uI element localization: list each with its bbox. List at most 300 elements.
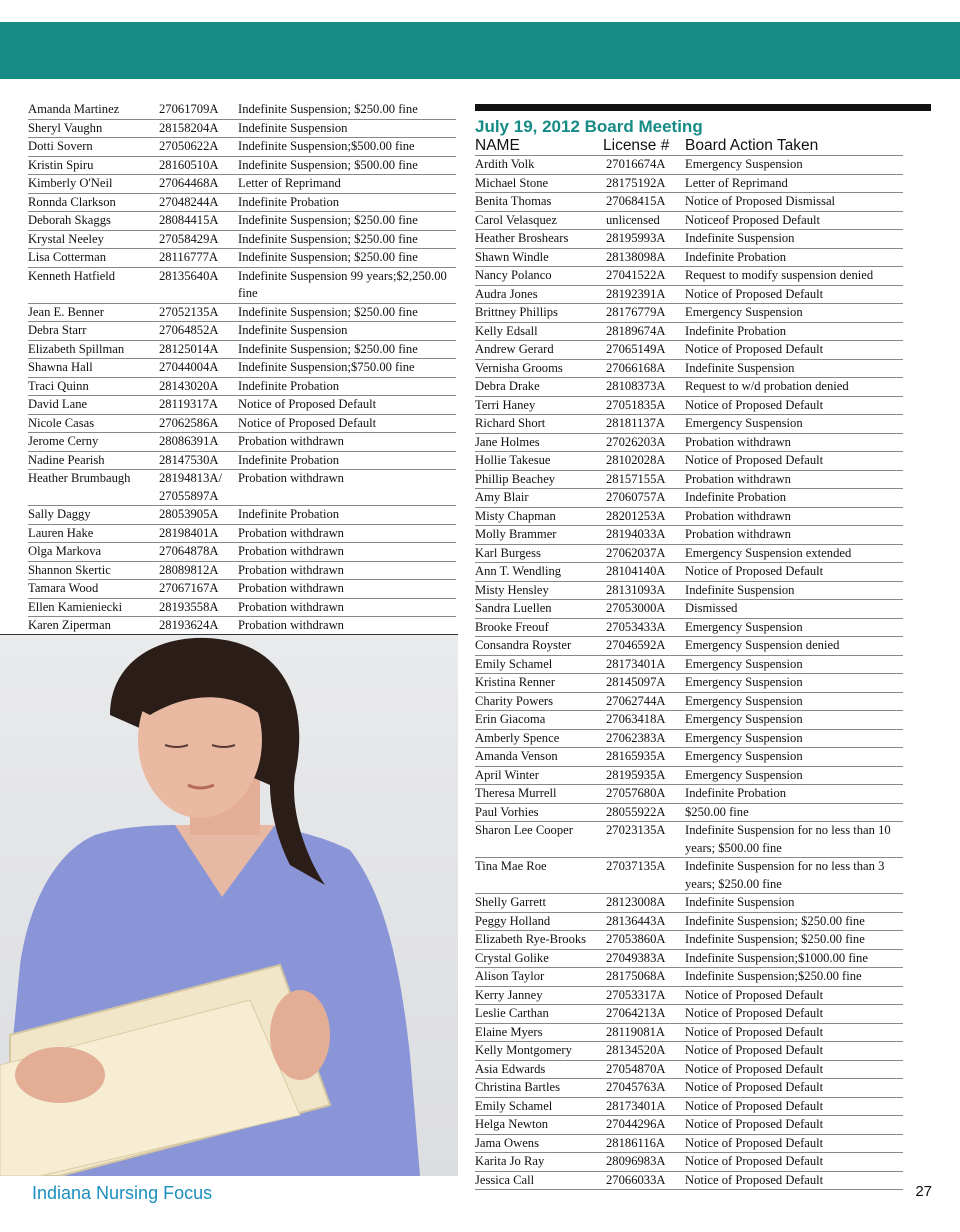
table-row bbox=[475, 822, 903, 858]
cell-license: 28119081A bbox=[606, 1024, 666, 1039]
table-row bbox=[28, 268, 456, 304]
table-row bbox=[28, 378, 456, 397]
cell-license: 28194813A/ 27055897A bbox=[159, 471, 222, 503]
cell-action: Indefinite Probation bbox=[238, 507, 340, 521]
cell-license: 27041522A bbox=[606, 268, 666, 282]
cell-action: Indefinite Probation bbox=[685, 323, 787, 338]
table-row bbox=[475, 711, 903, 730]
cell-action: Probation withdrawn bbox=[238, 599, 344, 614]
table-row bbox=[28, 101, 456, 120]
cell-license: 28136443A bbox=[606, 913, 666, 928]
cell-action: Indefinite Suspension;$1000.00 fine bbox=[685, 950, 868, 965]
cell-license: 28131093A bbox=[606, 582, 666, 597]
section-title: July 19, 2012 Board Meeting bbox=[475, 117, 703, 136]
cell-action: Notice of Proposed Default bbox=[238, 415, 377, 430]
cell-action: Indefinite Suspension for no less than 10 years; $500.00 fine bbox=[685, 823, 891, 855]
cell-name: Lauren Hake bbox=[28, 525, 94, 540]
cell-license: 28102028A bbox=[606, 453, 666, 467]
table-row bbox=[475, 304, 903, 323]
cell-license: 27068415A bbox=[606, 194, 666, 208]
cell-license: 27065149A bbox=[606, 342, 666, 356]
table-row bbox=[475, 508, 903, 527]
cell-license: 27062586A bbox=[159, 415, 219, 430]
page-number: 27 bbox=[915, 1183, 932, 1200]
cell-name: Nadine Pearish bbox=[28, 452, 105, 467]
cell-license: 28195935A bbox=[606, 767, 666, 782]
cell-action: Notice of Proposed Default bbox=[685, 987, 824, 1002]
publication-title: Indiana Nursing Focus bbox=[32, 1183, 213, 1203]
cell-action: Notice of Proposed Default bbox=[685, 1024, 824, 1039]
cell-license: 28119317A bbox=[159, 397, 219, 411]
table-row bbox=[475, 489, 903, 508]
cell-action: Indefinite Suspension 99 years;$2,250.00 fine bbox=[238, 268, 447, 300]
cell-action: Request to modify suspension denied bbox=[685, 268, 874, 282]
cell-name: Ellen Kamieniecki bbox=[28, 599, 123, 614]
cell-action: Indefinite Suspension; $250.00 fine bbox=[238, 341, 418, 356]
cell-name: Heather Broshears bbox=[475, 231, 569, 245]
cell-name: Kenneth Hatfield bbox=[28, 268, 116, 283]
cell-license: 27023135A bbox=[606, 823, 666, 837]
cell-name: Heather Brumbaugh bbox=[28, 471, 131, 485]
cell-action: Notice of Proposed Dismissal bbox=[685, 194, 836, 208]
cell-license: 28158204A bbox=[159, 120, 219, 135]
table-row bbox=[475, 360, 903, 379]
cell-action: Notice of Proposed Default bbox=[685, 1061, 824, 1076]
cell-license: 28193558A bbox=[159, 599, 219, 614]
cell-action: Emergency Suspension denied bbox=[685, 638, 840, 652]
cell-name: Sheryl Vaughn bbox=[28, 120, 103, 135]
nurse-illustration bbox=[0, 635, 458, 1176]
table-row bbox=[475, 931, 903, 950]
cell-name: Misty Hensley bbox=[475, 582, 549, 597]
cell-action: Emergency Suspension bbox=[685, 675, 803, 689]
cell-license: 28173401A bbox=[606, 656, 666, 671]
table-row bbox=[475, 693, 903, 712]
cell-action: Indefinite Suspension; $250.00 fine bbox=[238, 102, 418, 116]
cell-license: 27052135A bbox=[159, 304, 219, 319]
cell-name: Krystal Neeley bbox=[28, 231, 104, 246]
cell-name: David Lane bbox=[28, 397, 88, 411]
cell-action: Emergency Suspension bbox=[685, 693, 803, 708]
cell-name: Amanda Venson bbox=[475, 749, 558, 763]
cell-name: Peggy Holland bbox=[475, 913, 551, 928]
cell-name: Christina Bartles bbox=[475, 1080, 560, 1094]
table-row bbox=[28, 562, 456, 581]
cell-name: Kimberly O'Neil bbox=[28, 176, 113, 190]
header-band bbox=[0, 22, 960, 79]
table-row bbox=[475, 600, 903, 619]
cell-name: Carol Velasquez bbox=[475, 212, 557, 227]
cell-action: Probation withdrawn bbox=[685, 471, 791, 486]
cell-name: Shelly Garrett bbox=[475, 895, 546, 909]
discipline-table-continued bbox=[28, 101, 456, 636]
cell-action: Dismissed bbox=[685, 601, 738, 615]
cell-license: 28053905A bbox=[159, 507, 219, 521]
table-row bbox=[28, 543, 456, 562]
cell-name: Amberly Spence bbox=[475, 730, 560, 745]
cell-name: Asia Edwards bbox=[475, 1061, 546, 1076]
cell-name: Terri Haney bbox=[475, 397, 536, 412]
cell-action: Indefinite Probation bbox=[238, 452, 340, 467]
table-row bbox=[475, 1079, 903, 1098]
cell-name: Elizabeth Rye-Brooks bbox=[475, 932, 587, 946]
board-actions-table bbox=[475, 156, 931, 1190]
cell-name: Vernisha Grooms bbox=[475, 360, 563, 375]
cell-license: 27053317A bbox=[606, 987, 666, 1002]
cell-license: 28189674A bbox=[606, 323, 666, 338]
cell-license: 28104140A bbox=[606, 564, 666, 578]
cell-license: 28123008A bbox=[606, 895, 666, 909]
cell-name: Benita Thomas bbox=[475, 194, 552, 208]
cell-name: Charity Powers bbox=[475, 693, 554, 708]
table-row bbox=[475, 1024, 903, 1043]
table-row bbox=[475, 1172, 903, 1191]
cell-license: 28175192A bbox=[606, 175, 666, 190]
cell-license: 27053433A bbox=[606, 619, 666, 634]
cell-name: Shawna Hall bbox=[28, 360, 93, 374]
table-row bbox=[28, 157, 456, 176]
cell-license: 27044004A bbox=[159, 360, 219, 374]
cell-license: 28116777A bbox=[159, 250, 219, 264]
cell-action: Notice of Proposed Default bbox=[685, 397, 824, 412]
cell-name: Karita Jo Ray bbox=[475, 1154, 545, 1168]
cell-license: 27051835A bbox=[606, 397, 666, 412]
table-row bbox=[28, 194, 456, 213]
cell-name: Elaine Myers bbox=[475, 1024, 543, 1039]
cell-action: Probation withdrawn bbox=[238, 544, 344, 558]
table-row bbox=[475, 156, 903, 175]
cell-name: Karen Ziperman bbox=[28, 618, 111, 632]
column-headers bbox=[475, 137, 903, 156]
table-row bbox=[28, 470, 456, 506]
cell-name: Emily Schamel bbox=[475, 1098, 553, 1113]
table-row bbox=[28, 304, 456, 323]
cell-license: 28173401A bbox=[606, 1098, 666, 1113]
cell-license: 27062383A bbox=[606, 730, 666, 745]
cell-action: Probation withdrawn bbox=[685, 434, 791, 449]
cell-name: Deborah Skaggs bbox=[28, 213, 111, 227]
cell-license: 28055922A bbox=[606, 804, 666, 819]
cell-action: Indefinite Suspension; $250.00 fine bbox=[238, 213, 418, 227]
cell-name: Audra Jones bbox=[475, 286, 538, 301]
cell-action: Letter of Reprimand bbox=[238, 176, 341, 190]
cell-license: 28108373A bbox=[606, 379, 666, 393]
cell-license: 28195993A bbox=[606, 231, 666, 245]
cell-name: Dotti Sovern bbox=[28, 139, 93, 153]
cell-license: 28138098A bbox=[606, 249, 666, 264]
cell-action: Emergency Suspension extended bbox=[685, 545, 852, 560]
cell-name: Amanda Martinez bbox=[28, 102, 120, 116]
table-row bbox=[28, 396, 456, 415]
cell-name: Lisa Cotterman bbox=[28, 250, 106, 264]
cell-action: Indefinite Probation bbox=[685, 786, 787, 800]
table-row bbox=[475, 545, 903, 564]
table-row bbox=[28, 249, 456, 268]
table-row bbox=[28, 231, 456, 250]
nurse-photo bbox=[0, 634, 458, 1176]
cell-license: 28143020A bbox=[159, 378, 219, 393]
table-row bbox=[475, 913, 903, 932]
cell-license: 27050622A bbox=[159, 139, 219, 153]
cell-action: Emergency Suspension bbox=[685, 767, 803, 782]
cell-action: Indefinite Suspension; $250.00 fine bbox=[238, 304, 418, 319]
cell-name: Amy Blair bbox=[475, 490, 529, 504]
header-action: Board Action Taken bbox=[685, 137, 819, 154]
table-row bbox=[475, 175, 903, 194]
cell-action: Indefinite Suspension; $250.00 fine bbox=[238, 250, 418, 264]
cell-name: Brittney Phillips bbox=[475, 305, 558, 319]
table-row bbox=[475, 434, 903, 453]
table-row bbox=[28, 525, 456, 544]
cell-action: Probation withdrawn bbox=[238, 618, 344, 632]
cell-name: Elizabeth Spillman bbox=[28, 341, 125, 356]
table-row bbox=[475, 785, 903, 804]
table-row bbox=[28, 359, 456, 378]
cell-name: Jane Holmes bbox=[475, 434, 540, 449]
table-row bbox=[28, 433, 456, 452]
table-row bbox=[475, 987, 903, 1006]
cell-license: 28165935A bbox=[606, 749, 666, 763]
cell-action: Notice of Proposed Default bbox=[685, 564, 824, 578]
cell-action: Letter of Reprimand bbox=[685, 175, 788, 190]
table-row bbox=[28, 580, 456, 599]
cell-license: 28134520A bbox=[606, 1043, 666, 1057]
cell-license: 28181137A bbox=[606, 416, 666, 430]
cell-action: Probation withdrawn bbox=[238, 562, 344, 577]
cell-action: Notice of Proposed Default bbox=[685, 453, 824, 467]
cell-action: Emergency Suspension bbox=[685, 656, 803, 671]
cell-name: Phillip Beachey bbox=[475, 471, 556, 486]
cell-name: Sally Daggy bbox=[28, 507, 91, 521]
cell-action: Indefinite Suspension; $500.00 fine bbox=[238, 157, 418, 172]
table-row bbox=[475, 858, 903, 894]
cell-action: Indefinite Suspension bbox=[685, 360, 795, 375]
table-row bbox=[475, 894, 903, 913]
cell-name: Sandra Luellen bbox=[475, 601, 552, 615]
table-row bbox=[475, 656, 903, 675]
cell-license: 28198401A bbox=[159, 525, 219, 540]
cell-name: Michael Stone bbox=[475, 175, 549, 190]
cell-action: Indefinite Suspension; $250.00 fine bbox=[238, 231, 418, 246]
table-row bbox=[475, 1098, 903, 1117]
cell-license: 28145097A bbox=[606, 675, 666, 689]
cell-name: Leslie Carthan bbox=[475, 1006, 549, 1020]
cell-name: Theresa Murrell bbox=[475, 786, 557, 800]
cell-name: Jean E. Benner bbox=[28, 304, 104, 319]
cell-name: Misty Chapman bbox=[475, 508, 556, 523]
cell-action: Indefinite Probation bbox=[238, 378, 340, 393]
cell-name: Sharon Lee Cooper bbox=[475, 823, 573, 837]
cell-name: Kelly Edsall bbox=[475, 323, 538, 338]
table-row bbox=[475, 1116, 903, 1135]
cell-action: Probation withdrawn bbox=[685, 527, 791, 541]
table-row bbox=[28, 617, 456, 636]
cell-action: Emergency Suspension bbox=[685, 749, 803, 763]
cell-name: Hollie Takesue bbox=[475, 453, 551, 467]
cell-license: 28157155A bbox=[606, 471, 666, 486]
table-row bbox=[475, 674, 903, 693]
cell-license: 27053000A bbox=[606, 601, 666, 615]
cell-action: Indefinite Suspension bbox=[685, 582, 795, 597]
cell-name: Brooke Freouf bbox=[475, 619, 549, 634]
table-row bbox=[475, 767, 903, 786]
table-row bbox=[475, 249, 903, 268]
table-row bbox=[475, 471, 903, 490]
cell-action: Notice of Proposed Default bbox=[238, 397, 377, 411]
table-row bbox=[475, 212, 903, 231]
cell-name: Andrew Gerard bbox=[475, 342, 554, 356]
table-row bbox=[28, 415, 456, 434]
cell-action: Notice of Proposed Default bbox=[685, 1117, 824, 1131]
cell-name: Kerry Janney bbox=[475, 987, 543, 1002]
cell-action: Notice of Proposed Default bbox=[685, 1098, 824, 1113]
table-row bbox=[475, 286, 903, 305]
table-row bbox=[475, 730, 903, 749]
cell-action: $250.00 fine bbox=[685, 804, 749, 819]
cell-action: Notice of Proposed Default bbox=[685, 342, 824, 356]
cell-license: 28160510A bbox=[159, 157, 219, 172]
cell-action: Indefinite Suspension; $250.00 fine bbox=[685, 932, 865, 946]
cell-action: Noticeof Proposed Default bbox=[685, 212, 820, 227]
cell-action: Indefinite Suspension bbox=[238, 323, 348, 337]
cell-name: Jessica Call bbox=[475, 1172, 535, 1187]
table-row bbox=[475, 193, 903, 212]
table-row bbox=[28, 341, 456, 360]
table-row bbox=[475, 341, 903, 360]
cell-license: 28186116A bbox=[606, 1135, 666, 1150]
cell-name: Karl Burgess bbox=[475, 545, 541, 560]
table-row bbox=[28, 175, 456, 194]
cell-action: Indefinite Suspension bbox=[685, 895, 795, 909]
cell-action: Probation withdrawn bbox=[685, 508, 791, 523]
cell-license: 27044296A bbox=[606, 1117, 666, 1131]
cell-license: 27060757A bbox=[606, 490, 666, 504]
cell-license: 28176779A bbox=[606, 305, 666, 319]
cell-name: Erin Giacoma bbox=[475, 712, 546, 726]
cell-action: Indefinite Suspension;$750.00 fine bbox=[238, 360, 415, 374]
cell-license: unlicensed bbox=[606, 212, 660, 227]
table-row bbox=[475, 619, 903, 638]
cell-license: 28084415A bbox=[159, 213, 219, 227]
table-row bbox=[28, 599, 456, 618]
cell-name: Crystal Golike bbox=[475, 950, 549, 965]
cell-name: Shawn Windle bbox=[475, 249, 549, 264]
cell-name: Tina Mae Roe bbox=[475, 859, 547, 873]
table-row bbox=[475, 563, 903, 582]
cell-action: Indefinite Suspension bbox=[238, 120, 348, 135]
table-row bbox=[28, 506, 456, 525]
cell-license: 28096983A bbox=[606, 1154, 666, 1168]
cell-name: Kristina Renner bbox=[475, 675, 556, 689]
cell-name: Richard Short bbox=[475, 416, 546, 430]
cell-license: 28147530A bbox=[159, 452, 219, 467]
table-row bbox=[475, 378, 903, 397]
header-name: NAME bbox=[475, 137, 520, 154]
table-row bbox=[475, 1005, 903, 1024]
cell-license: 27049383A bbox=[606, 950, 666, 965]
cell-license: 27026203A bbox=[606, 434, 666, 449]
cell-action: Probation withdrawn bbox=[238, 471, 344, 485]
cell-license: 27066168A bbox=[606, 360, 666, 375]
cell-license: 27064878A bbox=[159, 544, 219, 558]
cell-license: 27064468A bbox=[159, 176, 219, 190]
cell-name: Paul Vorhies bbox=[475, 804, 539, 819]
table-row bbox=[475, 323, 903, 342]
cell-name: Kelly Montgomery bbox=[475, 1043, 572, 1057]
cell-action: Notice of Proposed Default bbox=[685, 1080, 824, 1094]
cell-name: Jama Owens bbox=[475, 1135, 540, 1150]
cell-action: Emergency Suspension bbox=[685, 157, 803, 171]
cell-action: Emergency Suspension bbox=[685, 730, 803, 745]
cell-license: 27054870A bbox=[606, 1061, 666, 1076]
cell-name: Jerome Cerny bbox=[28, 434, 99, 448]
cell-action: Notice of Proposed Default bbox=[685, 1154, 824, 1168]
cell-license: 28175068A bbox=[606, 969, 666, 983]
cell-license: 28194033A bbox=[606, 527, 666, 541]
cell-action: Indefinite Suspension; $250.00 fine bbox=[685, 913, 865, 928]
table-row bbox=[28, 138, 456, 157]
cell-action: Probation withdrawn bbox=[238, 525, 344, 540]
table-row bbox=[475, 1042, 903, 1061]
cell-license: 27066033A bbox=[606, 1172, 666, 1187]
cell-license: 27061709A bbox=[159, 102, 219, 116]
cell-action: Notice of Proposed Default bbox=[685, 1006, 824, 1020]
table-row bbox=[475, 968, 903, 987]
cell-action: Emergency Suspension bbox=[685, 712, 803, 726]
cell-license: 28125014A bbox=[159, 341, 219, 356]
cell-license: 28086391A bbox=[159, 434, 219, 448]
cell-license: 27053860A bbox=[606, 932, 666, 946]
cell-action: Indefinite Suspension;$250.00 fine bbox=[685, 969, 862, 983]
cell-action: Notice of Proposed Default bbox=[685, 286, 824, 301]
cell-name: Nancy Polanco bbox=[475, 268, 552, 282]
cell-action: Request to w/d probation denied bbox=[685, 379, 849, 393]
cell-license: 28089812A bbox=[159, 562, 219, 577]
cell-name: Kristin Spiru bbox=[28, 157, 94, 172]
cell-action: Notice of Proposed Default bbox=[685, 1172, 824, 1187]
cell-name: Traci Quinn bbox=[28, 378, 89, 393]
cell-action: Emergency Suspension bbox=[685, 305, 803, 319]
table-row bbox=[475, 950, 903, 969]
cell-license: 27062037A bbox=[606, 545, 666, 560]
cell-license: 27062744A bbox=[606, 693, 666, 708]
table-row bbox=[28, 120, 456, 139]
cell-license: 27046592A bbox=[606, 638, 666, 652]
table-row bbox=[475, 397, 903, 416]
table-row bbox=[475, 804, 903, 823]
cell-action: Probation withdrawn bbox=[238, 581, 344, 595]
cell-name: Molly Brammer bbox=[475, 527, 557, 541]
cell-name: Ardith Volk bbox=[475, 157, 535, 171]
table-row bbox=[28, 452, 456, 471]
cell-name: Olga Markova bbox=[28, 544, 102, 558]
cell-action: Emergency Suspension bbox=[685, 619, 803, 634]
cell-name: Tamara Wood bbox=[28, 581, 99, 595]
cell-license: 27058429A bbox=[159, 231, 219, 246]
table-row bbox=[475, 526, 903, 545]
cell-action: Notice of Proposed Default bbox=[685, 1043, 824, 1057]
cell-license: 27064213A bbox=[606, 1006, 666, 1020]
cell-action: Indefinite Probation bbox=[685, 490, 787, 504]
cell-license: 27064852A bbox=[159, 323, 219, 337]
cell-action: Indefinite Probation bbox=[238, 194, 340, 209]
cell-name: Consandra Royster bbox=[475, 638, 572, 652]
cell-name: Emily Schamel bbox=[475, 656, 553, 671]
board-meeting-section bbox=[475, 104, 931, 1190]
cell-action: Probation withdrawn bbox=[238, 434, 344, 448]
cell-license: 28192391A bbox=[606, 286, 666, 301]
table-row bbox=[475, 1153, 903, 1172]
